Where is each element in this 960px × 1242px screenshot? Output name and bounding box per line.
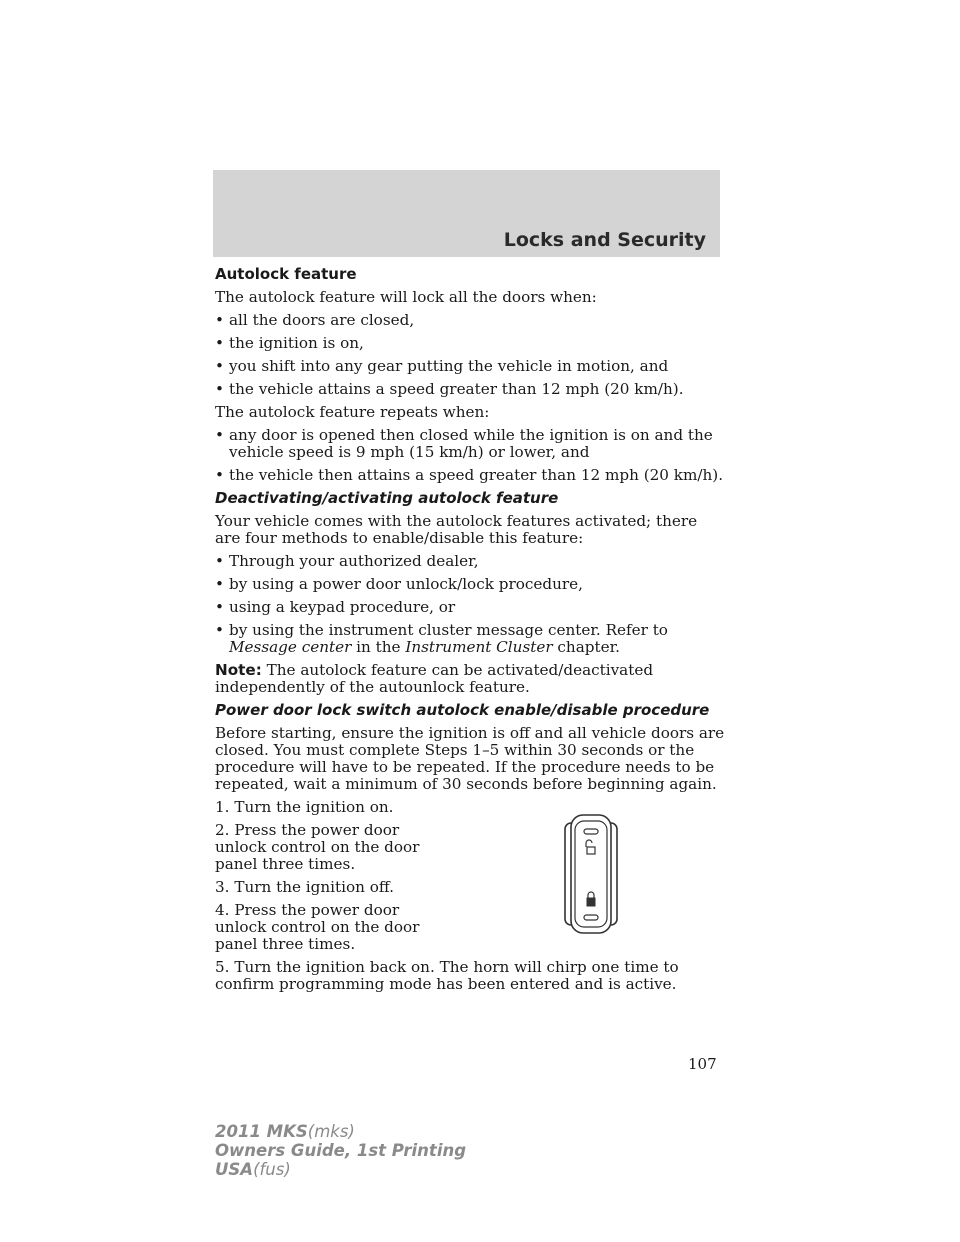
step: 5. Turn the ignition back on. The horn will chirp one time to confirm programming mode has been entered and is active.	[215, 958, 679, 993]
autolock-intro: The autolock feature will lock all the doors when:	[215, 288, 597, 306]
footer-line-model	[215, 1122, 466, 1141]
list-item: • using a keypad procedure, or	[215, 599, 725, 616]
footer-model: 2011 MKS	[215, 1122, 308, 1141]
section-title: Locks and Security	[503, 229, 706, 251]
note	[215, 662, 725, 696]
procedure-intro: Before starting, ensure the ignition is off and all vehicle doors are closed. You must complete Steps 1–5 within 30 seconds or the procedure will have to be repeated. If the procedure needs to be repeated, wait a minimum of 30 seconds before beginning again.	[215, 724, 725, 793]
footer-line-guide	[215, 1141, 466, 1160]
method4-text: in the	[351, 638, 406, 656]
section-header-band	[213, 170, 720, 257]
procedure-heading: Power door lock switch autolock enable/disable procedure	[215, 701, 710, 719]
list-item	[215, 622, 725, 656]
autolock-heading: Autolock feature	[215, 265, 357, 283]
instrument-cluster-reference: Instrument Cluster	[405, 638, 553, 656]
list-item: • Through your authorized dealer,	[215, 553, 725, 570]
footer-model-code: (mks)	[307, 1122, 355, 1141]
note-label: Note:	[215, 661, 262, 679]
footer-guide: Owners Guide, 1st Printing	[215, 1141, 467, 1160]
list-item: • any door is opened then closed while the ignition is on and the vehicle speed is 9 mph (15 km/h) or lower, and	[215, 427, 725, 461]
deactivating-heading: Deactivating/activating autolock feature	[215, 489, 559, 507]
page-number: 107	[688, 1055, 717, 1073]
footer-market: USA	[215, 1160, 254, 1179]
steps-column	[215, 799, 447, 953]
methods-list	[215, 553, 725, 656]
footer-line-market	[215, 1160, 466, 1179]
autolock-repeat-list	[215, 427, 725, 484]
page-content	[215, 266, 725, 999]
step: 2. Press the power door unlock control on the door panel three times.	[215, 821, 420, 873]
autolock-repeat-intro: The autolock feature repeats when:	[215, 403, 490, 421]
list-item: • the ignition is on,	[215, 335, 725, 352]
method4-text: by using the instrument cluster message center. Refer to	[229, 621, 668, 639]
step: 4. Press the power door unlock control on the door panel three times.	[215, 901, 420, 953]
list-item: • you shift into any gear putting the vehicle in motion, and	[215, 358, 725, 375]
list-item: • all the doors are closed,	[215, 312, 725, 329]
list-item: • the vehicle then attains a speed greater than 12 mph (20 km/h).	[215, 467, 725, 484]
note-text: The autolock feature can be activated/deactivated independently of the autounlock feature.	[215, 661, 654, 696]
deactivating-intro: Your vehicle comes with the autolock features activated; there are four methods to enable/disable this feature:	[215, 512, 698, 547]
autolock-conditions-list	[215, 312, 725, 398]
document-footer	[215, 1122, 466, 1179]
step: 1. Turn the ignition on.	[215, 798, 394, 816]
list-item: • the vehicle attains a speed greater than 12 mph (20 km/h).	[215, 381, 725, 398]
steps-block	[215, 799, 725, 993]
list-item: • by using a power door unlock/lock procedure,	[215, 576, 725, 593]
footer-market-code: (fus)	[253, 1160, 291, 1179]
message-center-reference: Message center	[229, 638, 352, 656]
step: 3. Turn the ignition off.	[215, 878, 394, 896]
method4-text: chapter.	[552, 638, 620, 656]
door-lock-switch-illustration	[561, 809, 621, 939]
